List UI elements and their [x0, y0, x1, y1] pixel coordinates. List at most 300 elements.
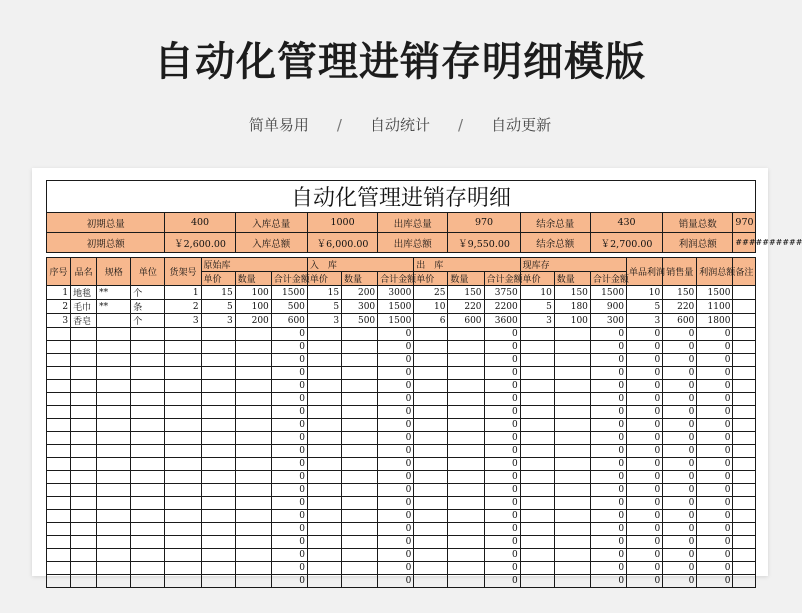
table-cell[interactable]: [307, 328, 341, 341]
summary-value[interactable]: ￥9,550.00: [448, 233, 520, 253]
table-cell[interactable]: [71, 484, 97, 497]
table-cell[interactable]: [554, 484, 590, 497]
table-cell[interactable]: 0: [697, 367, 733, 380]
table-cell[interactable]: 0: [484, 510, 520, 523]
table-cell[interactable]: 0: [484, 328, 520, 341]
table-cell[interactable]: [201, 367, 235, 380]
table-cell[interactable]: [235, 471, 271, 484]
table-cell[interactable]: [131, 367, 165, 380]
table-cell[interactable]: 0: [663, 406, 697, 419]
table-cell[interactable]: [131, 445, 165, 458]
table-cell[interactable]: [733, 562, 756, 575]
table-cell[interactable]: 0: [627, 497, 663, 510]
table-cell[interactable]: 0: [663, 367, 697, 380]
table-cell[interactable]: 0: [590, 536, 626, 549]
table-cell[interactable]: 500: [271, 300, 307, 314]
table-cell[interactable]: 0: [378, 432, 414, 445]
table-cell[interactable]: [448, 484, 484, 497]
table-cell[interactable]: 300: [590, 314, 626, 328]
table-cell[interactable]: [554, 536, 590, 549]
table-cell[interactable]: [235, 367, 271, 380]
table-cell[interactable]: [342, 328, 378, 341]
table-cell[interactable]: 3600: [484, 314, 520, 328]
table-cell[interactable]: [165, 484, 201, 497]
table-cell[interactable]: [414, 367, 448, 380]
table-cell[interactable]: 0: [590, 523, 626, 536]
table-cell[interactable]: 0: [590, 341, 626, 354]
table-cell[interactable]: [554, 497, 590, 510]
table-cell[interactable]: [307, 393, 341, 406]
table-cell[interactable]: 2200: [484, 300, 520, 314]
table-cell[interactable]: [554, 458, 590, 471]
table-cell[interactable]: 0: [590, 328, 626, 341]
table-cell[interactable]: [97, 341, 131, 354]
table-cell[interactable]: [733, 445, 756, 458]
table-cell[interactable]: 0: [697, 549, 733, 562]
table-cell[interactable]: 0: [484, 445, 520, 458]
table-cell[interactable]: [448, 419, 484, 432]
table-cell[interactable]: [97, 510, 131, 523]
table-cell[interactable]: [201, 562, 235, 575]
table-cell[interactable]: 10: [414, 300, 448, 314]
table-cell[interactable]: [448, 328, 484, 341]
table-cell[interactable]: [307, 419, 341, 432]
table-cell[interactable]: [165, 523, 201, 536]
table-cell[interactable]: 1500: [378, 314, 414, 328]
table-cell[interactable]: 0: [378, 484, 414, 497]
table-cell[interactable]: [342, 497, 378, 510]
table-cell[interactable]: [414, 380, 448, 393]
table-cell[interactable]: [342, 471, 378, 484]
table-cell[interactable]: 600: [448, 314, 484, 328]
table-cell[interactable]: 0: [697, 484, 733, 497]
table-cell[interactable]: 0: [663, 419, 697, 432]
table-cell[interactable]: [47, 328, 71, 341]
table-cell[interactable]: 0: [627, 445, 663, 458]
table-cell[interactable]: [414, 406, 448, 419]
table-cell[interactable]: 0: [590, 549, 626, 562]
table-cell[interactable]: [520, 549, 554, 562]
table-cell[interactable]: [201, 406, 235, 419]
table-cell[interactable]: [201, 341, 235, 354]
table-cell[interactable]: 0: [484, 419, 520, 432]
table-cell[interactable]: [448, 549, 484, 562]
table-cell[interactable]: [131, 380, 165, 393]
table-cell[interactable]: [414, 458, 448, 471]
table-cell[interactable]: 0: [378, 367, 414, 380]
table-cell[interactable]: [165, 549, 201, 562]
table-cell[interactable]: 0: [378, 575, 414, 588]
table-cell[interactable]: [97, 562, 131, 575]
table-cell[interactable]: 600: [663, 314, 697, 328]
table-cell[interactable]: 0: [271, 484, 307, 497]
table-cell[interactable]: [131, 549, 165, 562]
table-cell[interactable]: [235, 536, 271, 549]
table-cell[interactable]: [342, 341, 378, 354]
table-cell[interactable]: 0: [627, 562, 663, 575]
table-cell[interactable]: [165, 562, 201, 575]
table-cell[interactable]: 地毯: [71, 286, 97, 300]
table-cell[interactable]: [97, 575, 131, 588]
table-cell[interactable]: 0: [271, 354, 307, 367]
table-cell[interactable]: [733, 314, 756, 328]
table-cell[interactable]: [131, 354, 165, 367]
table-cell[interactable]: [47, 562, 71, 575]
table-cell[interactable]: [520, 484, 554, 497]
table-cell[interactable]: 2: [47, 300, 71, 314]
table-cell[interactable]: [47, 510, 71, 523]
table-cell[interactable]: 0: [697, 497, 733, 510]
table-cell[interactable]: 220: [663, 300, 697, 314]
table-cell[interactable]: [165, 458, 201, 471]
table-cell[interactable]: 0: [378, 341, 414, 354]
table-cell[interactable]: 0: [590, 419, 626, 432]
table-cell[interactable]: [448, 575, 484, 588]
table-cell[interactable]: 0: [663, 510, 697, 523]
table-cell[interactable]: [307, 549, 341, 562]
table-cell[interactable]: 0: [590, 380, 626, 393]
table-cell[interactable]: [131, 406, 165, 419]
table-cell[interactable]: [47, 523, 71, 536]
table-cell[interactable]: [733, 432, 756, 445]
table-cell[interactable]: 0: [484, 458, 520, 471]
summary-value[interactable]: 400: [165, 213, 235, 233]
table-cell[interactable]: 0: [627, 549, 663, 562]
table-cell[interactable]: [307, 536, 341, 549]
table-cell[interactable]: [554, 471, 590, 484]
table-cell[interactable]: [235, 510, 271, 523]
table-cell[interactable]: 0: [378, 380, 414, 393]
table-cell[interactable]: 3000: [378, 286, 414, 300]
table-cell[interactable]: 0: [484, 380, 520, 393]
table-cell[interactable]: [733, 300, 756, 314]
table-cell[interactable]: [414, 341, 448, 354]
table-cell[interactable]: 个: [131, 314, 165, 328]
table-cell[interactable]: 0: [627, 484, 663, 497]
table-cell[interactable]: [97, 328, 131, 341]
table-cell[interactable]: [97, 471, 131, 484]
table-cell[interactable]: [554, 432, 590, 445]
table-cell[interactable]: [201, 328, 235, 341]
table-cell[interactable]: [520, 458, 554, 471]
table-cell[interactable]: 6: [414, 314, 448, 328]
table-cell[interactable]: [342, 536, 378, 549]
table-cell[interactable]: **: [97, 300, 131, 314]
table-cell[interactable]: [448, 406, 484, 419]
table-cell[interactable]: [97, 367, 131, 380]
table-cell[interactable]: [342, 432, 378, 445]
table-cell[interactable]: [520, 328, 554, 341]
table-cell[interactable]: 0: [378, 445, 414, 458]
table-cell[interactable]: [414, 484, 448, 497]
summary-value[interactable]: 430: [590, 213, 662, 233]
table-cell[interactable]: [342, 523, 378, 536]
table-cell[interactable]: [201, 432, 235, 445]
table-cell[interactable]: 200: [235, 314, 271, 328]
table-cell[interactable]: [554, 354, 590, 367]
table-cell[interactable]: **: [97, 286, 131, 300]
table-cell[interactable]: [414, 523, 448, 536]
table-cell[interactable]: [414, 510, 448, 523]
table-cell[interactable]: 0: [697, 510, 733, 523]
table-cell[interactable]: [235, 575, 271, 588]
table-cell[interactable]: [71, 341, 97, 354]
table-cell[interactable]: 300: [342, 300, 378, 314]
table-cell[interactable]: [414, 575, 448, 588]
table-cell[interactable]: 0: [378, 497, 414, 510]
table-cell[interactable]: 0: [627, 458, 663, 471]
table-cell[interactable]: [733, 328, 756, 341]
table-cell[interactable]: [71, 393, 97, 406]
table-cell[interactable]: 0: [590, 432, 626, 445]
table-cell[interactable]: [414, 536, 448, 549]
table-cell[interactable]: [342, 380, 378, 393]
table-cell[interactable]: [342, 510, 378, 523]
table-cell[interactable]: [71, 354, 97, 367]
table-cell[interactable]: [733, 523, 756, 536]
table-cell[interactable]: [165, 432, 201, 445]
table-cell[interactable]: [520, 432, 554, 445]
table-cell[interactable]: [97, 458, 131, 471]
table-cell[interactable]: 0: [378, 549, 414, 562]
table-cell[interactable]: [131, 536, 165, 549]
table-cell[interactable]: 0: [378, 471, 414, 484]
table-cell[interactable]: 0: [590, 406, 626, 419]
table-cell[interactable]: [520, 393, 554, 406]
table-cell[interactable]: [71, 328, 97, 341]
table-cell[interactable]: [97, 523, 131, 536]
table-cell[interactable]: 150: [554, 286, 590, 300]
summary-value[interactable]: ￥6,000.00: [307, 233, 377, 253]
table-cell[interactable]: [342, 562, 378, 575]
table-cell[interactable]: [414, 432, 448, 445]
table-cell[interactable]: 条: [131, 300, 165, 314]
table-cell[interactable]: [47, 432, 71, 445]
table-cell[interactable]: [235, 393, 271, 406]
table-cell[interactable]: 0: [663, 523, 697, 536]
table-cell[interactable]: [131, 484, 165, 497]
table-cell[interactable]: 0: [697, 341, 733, 354]
table-cell[interactable]: 0: [590, 471, 626, 484]
table-cell[interactable]: [235, 380, 271, 393]
table-cell[interactable]: [733, 536, 756, 549]
table-cell[interactable]: [71, 510, 97, 523]
table-cell[interactable]: [554, 393, 590, 406]
table-cell[interactable]: [342, 406, 378, 419]
table-cell[interactable]: [97, 354, 131, 367]
table-cell[interactable]: [554, 328, 590, 341]
table-cell[interactable]: [47, 341, 71, 354]
table-cell[interactable]: [71, 419, 97, 432]
table-cell[interactable]: 0: [697, 432, 733, 445]
table-cell[interactable]: [47, 445, 71, 458]
table-cell[interactable]: [554, 380, 590, 393]
summary-value[interactable]: ￥2,700.00: [590, 233, 662, 253]
table-cell[interactable]: 0: [590, 510, 626, 523]
table-cell[interactable]: [733, 380, 756, 393]
table-cell[interactable]: [235, 562, 271, 575]
table-cell[interactable]: [414, 562, 448, 575]
table-cell[interactable]: [201, 458, 235, 471]
table-cell[interactable]: 0: [271, 510, 307, 523]
table-cell[interactable]: [201, 393, 235, 406]
table-cell[interactable]: [520, 510, 554, 523]
table-cell[interactable]: 0: [663, 562, 697, 575]
table-cell[interactable]: 3: [47, 314, 71, 328]
table-cell[interactable]: 180: [554, 300, 590, 314]
table-cell[interactable]: [47, 419, 71, 432]
table-cell[interactable]: 0: [697, 471, 733, 484]
table-cell[interactable]: 0: [271, 458, 307, 471]
table-cell[interactable]: [448, 523, 484, 536]
table-cell[interactable]: [554, 445, 590, 458]
table-cell[interactable]: [448, 497, 484, 510]
table-cell[interactable]: [47, 367, 71, 380]
table-cell[interactable]: [342, 575, 378, 588]
table-cell[interactable]: [307, 497, 341, 510]
table-cell[interactable]: [165, 380, 201, 393]
summary-value[interactable]: 970: [448, 213, 520, 233]
table-cell[interactable]: 0: [484, 406, 520, 419]
table-cell[interactable]: [733, 393, 756, 406]
table-cell[interactable]: [448, 432, 484, 445]
table-cell[interactable]: [307, 432, 341, 445]
table-cell[interactable]: [342, 484, 378, 497]
table-cell[interactable]: 1100: [697, 300, 733, 314]
table-cell[interactable]: [201, 471, 235, 484]
table-cell[interactable]: 0: [663, 484, 697, 497]
table-cell[interactable]: [97, 497, 131, 510]
table-cell[interactable]: 0: [627, 393, 663, 406]
table-cell[interactable]: 5: [627, 300, 663, 314]
table-cell[interactable]: 0: [271, 523, 307, 536]
table-cell[interactable]: 0: [663, 393, 697, 406]
table-cell[interactable]: 15: [307, 286, 341, 300]
table-cell[interactable]: [307, 510, 341, 523]
table-cell[interactable]: 0: [627, 432, 663, 445]
table-cell[interactable]: 0: [271, 367, 307, 380]
table-cell[interactable]: 200: [342, 286, 378, 300]
table-cell[interactable]: [71, 471, 97, 484]
table-cell[interactable]: [520, 367, 554, 380]
table-cell[interactable]: [520, 497, 554, 510]
table-cell[interactable]: 0: [378, 406, 414, 419]
table-cell[interactable]: 0: [627, 419, 663, 432]
table-cell[interactable]: [520, 380, 554, 393]
table-cell[interactable]: 5: [201, 300, 235, 314]
table-cell[interactable]: 0: [484, 562, 520, 575]
table-cell[interactable]: [47, 354, 71, 367]
table-cell[interactable]: 3: [307, 314, 341, 328]
table-cell[interactable]: 0: [378, 562, 414, 575]
table-cell[interactable]: 0: [590, 562, 626, 575]
table-cell[interactable]: 0: [627, 523, 663, 536]
table-cell[interactable]: [448, 354, 484, 367]
table-cell[interactable]: [448, 341, 484, 354]
table-cell[interactable]: [342, 367, 378, 380]
table-cell[interactable]: [201, 484, 235, 497]
table-cell[interactable]: [71, 458, 97, 471]
table-cell[interactable]: [165, 536, 201, 549]
table-cell[interactable]: [131, 328, 165, 341]
table-cell[interactable]: 0: [590, 458, 626, 471]
table-cell[interactable]: 0: [590, 354, 626, 367]
table-cell[interactable]: 0: [627, 328, 663, 341]
table-cell[interactable]: [733, 354, 756, 367]
table-cell[interactable]: 0: [484, 432, 520, 445]
table-cell[interactable]: 0: [697, 458, 733, 471]
table-cell[interactable]: 0: [663, 575, 697, 588]
table-cell[interactable]: 0: [627, 575, 663, 588]
table-cell[interactable]: 0: [378, 458, 414, 471]
table-cell[interactable]: 1: [165, 286, 201, 300]
table-cell[interactable]: 0: [590, 484, 626, 497]
table-cell[interactable]: 0: [697, 575, 733, 588]
table-cell[interactable]: [47, 484, 71, 497]
table-cell[interactable]: [201, 523, 235, 536]
table-cell[interactable]: [165, 497, 201, 510]
table-cell[interactable]: 0: [484, 523, 520, 536]
table-cell[interactable]: [554, 341, 590, 354]
table-cell[interactable]: 3: [520, 314, 554, 328]
table-cell[interactable]: [235, 354, 271, 367]
table-cell[interactable]: 0: [590, 497, 626, 510]
table-cell[interactable]: [235, 484, 271, 497]
table-cell[interactable]: 0: [484, 393, 520, 406]
table-cell[interactable]: 1500: [590, 286, 626, 300]
table-cell[interactable]: [131, 393, 165, 406]
table-cell[interactable]: [414, 354, 448, 367]
table-cell[interactable]: 0: [663, 328, 697, 341]
table-cell[interactable]: 0: [271, 328, 307, 341]
table-cell[interactable]: 0: [378, 419, 414, 432]
table-cell[interactable]: [448, 510, 484, 523]
table-cell[interactable]: [201, 549, 235, 562]
table-cell[interactable]: [165, 575, 201, 588]
table-cell[interactable]: [97, 549, 131, 562]
table-cell[interactable]: [235, 497, 271, 510]
table-cell[interactable]: [131, 419, 165, 432]
table-cell[interactable]: [414, 471, 448, 484]
table-cell[interactable]: 1500: [378, 300, 414, 314]
table-cell[interactable]: 0: [271, 549, 307, 562]
table-cell[interactable]: 1800: [697, 314, 733, 328]
table-cell[interactable]: [733, 510, 756, 523]
table-cell[interactable]: [414, 445, 448, 458]
table-cell[interactable]: 100: [554, 314, 590, 328]
table-cell[interactable]: [414, 549, 448, 562]
table-cell[interactable]: [554, 562, 590, 575]
table-cell[interactable]: [554, 419, 590, 432]
table-cell[interactable]: [131, 497, 165, 510]
table-cell[interactable]: [71, 406, 97, 419]
table-cell[interactable]: 0: [378, 393, 414, 406]
table-cell[interactable]: [342, 458, 378, 471]
table-cell[interactable]: 0: [663, 536, 697, 549]
table-cell[interactable]: [554, 523, 590, 536]
table-cell[interactable]: [47, 497, 71, 510]
table-cell[interactable]: [307, 354, 341, 367]
table-cell[interactable]: 0: [484, 484, 520, 497]
table-cell[interactable]: [165, 471, 201, 484]
table-cell[interactable]: [342, 419, 378, 432]
table-cell[interactable]: 0: [697, 523, 733, 536]
table-cell[interactable]: [71, 432, 97, 445]
table-cell[interactable]: 0: [590, 445, 626, 458]
table-cell[interactable]: 0: [271, 432, 307, 445]
table-cell[interactable]: 0: [378, 354, 414, 367]
table-cell[interactable]: 0: [627, 341, 663, 354]
